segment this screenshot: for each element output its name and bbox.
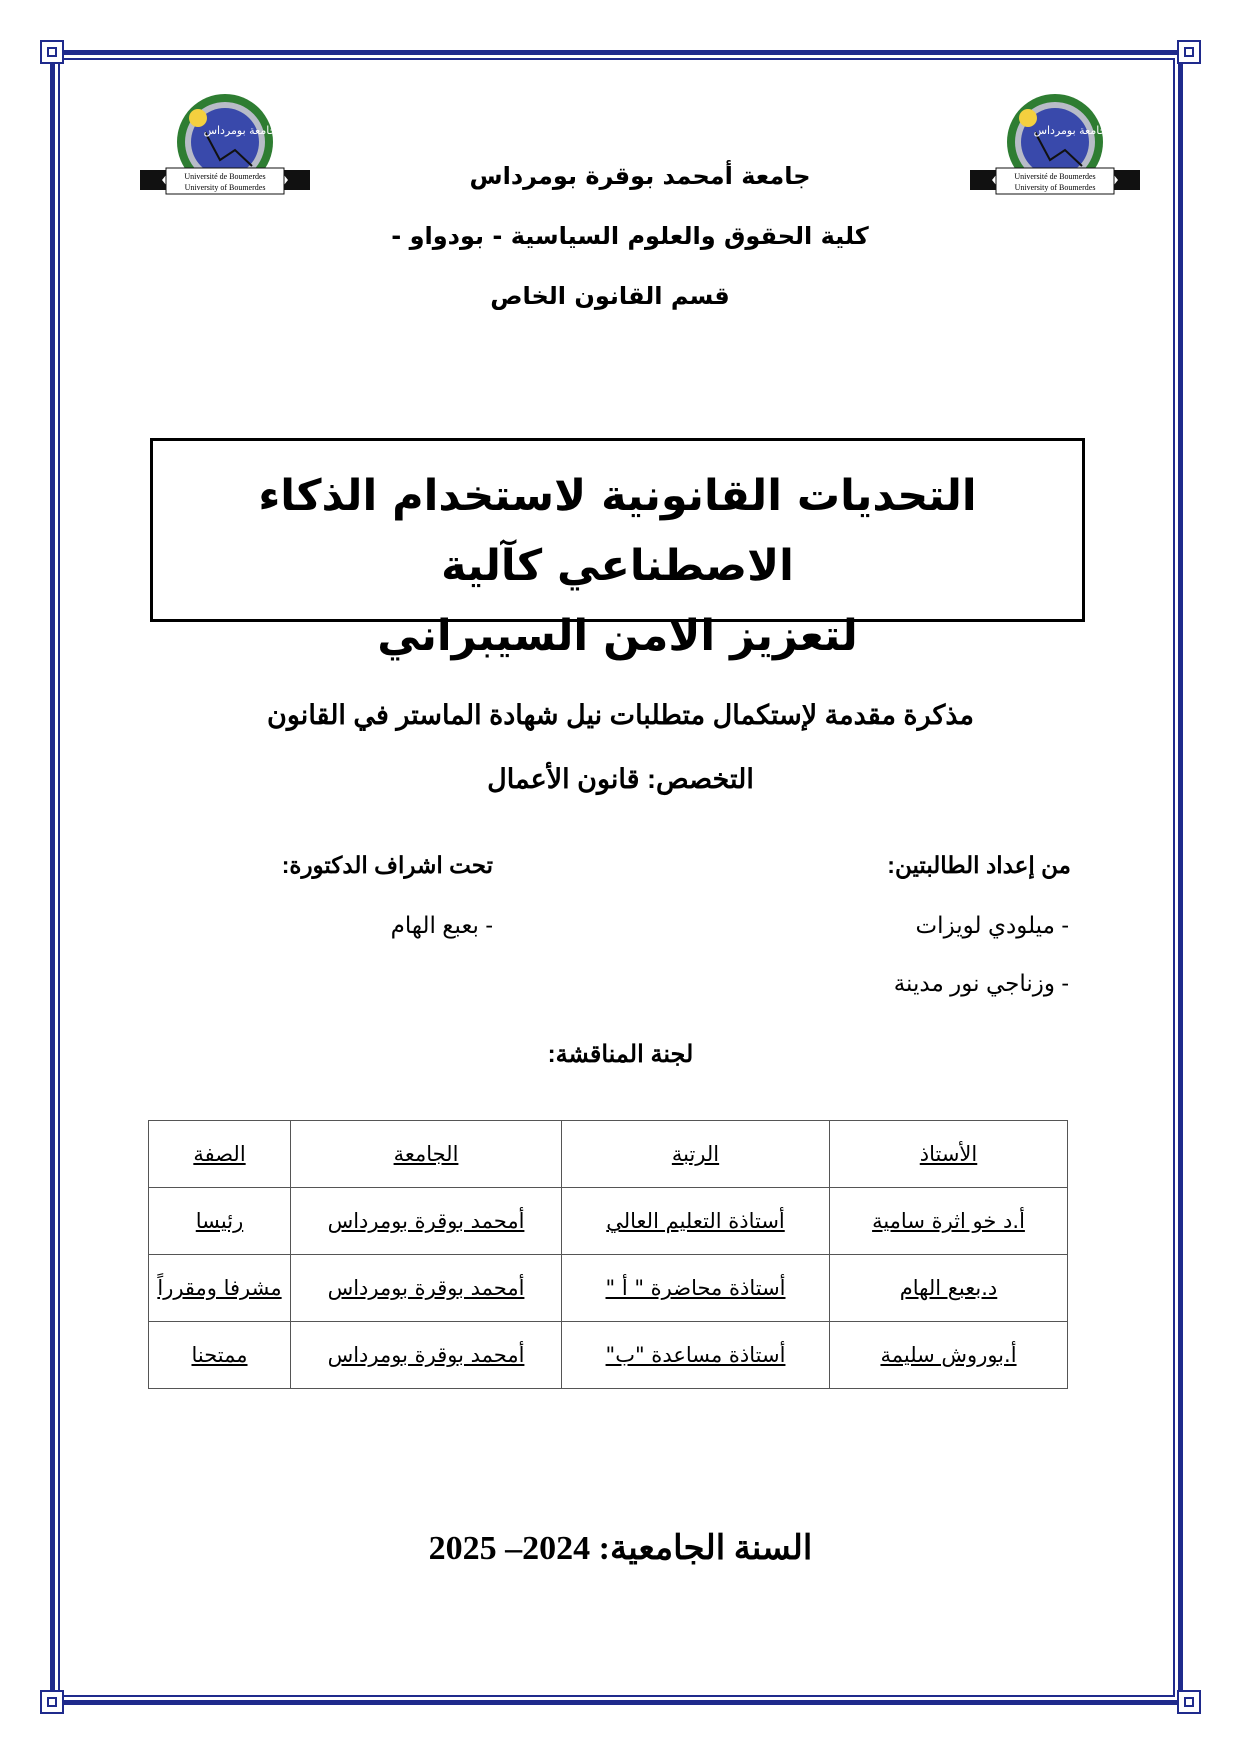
- academic-year: السنة الجامعية: 2024– 2025: [428, 1530, 813, 1567]
- cell-rank: أستاذة محاضرة " أ ": [562, 1255, 830, 1322]
- committee-title: لجنة المناقشة:: [547, 1041, 694, 1068]
- supervisor-name: - بعبع الهام: [390, 912, 493, 938]
- frame-corner-bottom-right: [1177, 1690, 1201, 1714]
- faculty-name: كلية الحقوق والعلوم السياسية - بودواو -: [391, 222, 869, 250]
- logo-arabic-text: جامعة بومرداس: [1033, 124, 1107, 137]
- column-header-role: الصفة: [149, 1121, 291, 1188]
- frame-corner-top-right: [1177, 40, 1201, 64]
- cell-role: ممتحنا: [149, 1322, 291, 1389]
- cell-rank: أستاذة مساعدة "ب": [562, 1322, 830, 1389]
- committee-table: [148, 1120, 1068, 1389]
- column-header-professor: الأستاذ: [830, 1121, 1068, 1188]
- university-logo-right: [970, 92, 1140, 202]
- thesis-title-line-1: التحديات القانونية لاستخدام الذكاء الاصطناعي كآلية: [258, 471, 977, 591]
- table-row: [149, 1188, 1068, 1255]
- logo-english-text: University of Boumerdes: [1014, 183, 1096, 192]
- specialization: التخصص: قانون الأعمال: [487, 764, 754, 794]
- student-name: - وزناجي نور مدينة: [893, 970, 1069, 996]
- student-name: - ميلودي لويزات: [915, 912, 1069, 938]
- table-row: [149, 1322, 1068, 1389]
- cell-role: مشرفا ومقرراً: [149, 1255, 291, 1322]
- logo-arabic-text: جامعة بومرداس: [203, 124, 277, 137]
- cell-university: أمحمد بوقرة بومرداس: [291, 1322, 562, 1389]
- logo-french-text: Université de Boumerdes: [1014, 172, 1096, 181]
- column-header-rank: الرتبة: [562, 1121, 830, 1188]
- students-label: من إعداد الطالبتين:: [887, 852, 1071, 878]
- table-header-row: [149, 1121, 1068, 1188]
- thesis-title-box: [150, 438, 1085, 661]
- cell-professor: د.بعبع الهام: [830, 1255, 1068, 1322]
- frame-corner-top-left: [40, 40, 64, 64]
- cell-role: رئيسا: [149, 1188, 291, 1255]
- university-logo-left: [140, 92, 310, 202]
- thesis-description: مذكرة مقدمة لإستكمال متطلبات نيل شهادة الماستر في القانون: [267, 700, 974, 730]
- cell-rank: أستاذة التعليم العالي: [562, 1188, 830, 1255]
- cell-university: أمحمد بوقرة بومرداس: [291, 1255, 562, 1322]
- supervisor-label: تحت اشراف الدكتورة:: [281, 852, 493, 878]
- column-header-university: الجامعة: [291, 1121, 562, 1188]
- thesis-title-line-2: لتعزيز الامن السيبراني: [377, 611, 858, 661]
- university-name: جامعة أمحمد بوقرة بومرداس: [469, 162, 811, 190]
- logo-french-text: Université de Boumerdes: [184, 172, 266, 181]
- table-row: [149, 1255, 1068, 1322]
- department-name: قسم القانون الخاص: [490, 282, 730, 310]
- cell-professor: أ.بوروش سليمة: [830, 1322, 1068, 1389]
- cell-university: أمحمد بوقرة بومرداس: [291, 1188, 562, 1255]
- frame-corner-bottom-left: [40, 1690, 64, 1714]
- logo-english-text: University of Boumerdes: [184, 183, 266, 192]
- cell-professor: أ.د خو اثرة سامية: [830, 1188, 1068, 1255]
